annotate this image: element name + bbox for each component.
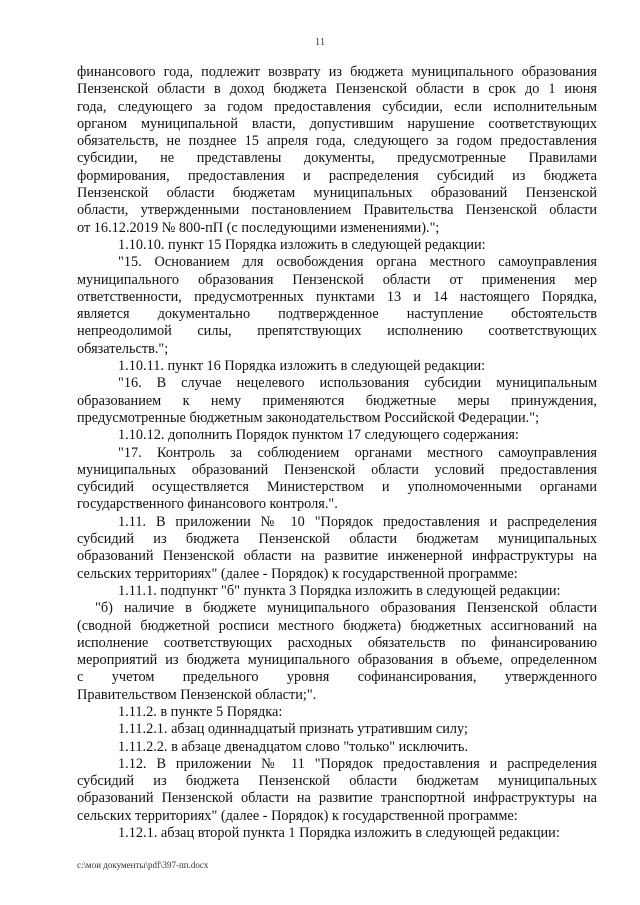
text-line: обязательств, не позднее 15 апреля года, следующего за годом предоставления bbox=[77, 133, 597, 150]
text-line: области, утвержденными постановлением Правительства Пензенской области bbox=[77, 202, 597, 219]
document-body bbox=[77, 64, 597, 842]
text-line: сельских территориях" (далее - Порядок) к государственной программе: bbox=[77, 565, 518, 582]
text-line: формирования, предоставления и распределения субсидий из бюджета bbox=[77, 167, 597, 184]
text-line: мероприятий из бюджета муниципального образования в объеме, определенном bbox=[77, 652, 597, 669]
text-line: (сводной бюджетной росписи местного бюджета) бюджетных ассигнований на bbox=[77, 617, 597, 634]
text-line: государственного финансового контроля.". bbox=[77, 496, 338, 513]
text-line: сельских территориях" (далее - Порядок) к государственной программе: bbox=[77, 807, 518, 824]
text-line: с учетом предельного уровня софинансирования, утвержденного bbox=[77, 669, 597, 686]
text-line: 1.11.1. подпункт "б" пункта 3 Порядка изложить в следующей редакции: bbox=[118, 582, 561, 599]
text-line: финансового года, подлежит возврату из бюджета муниципального образования bbox=[77, 64, 597, 80]
text-line: от 16.12.2019 № 800-пП (с последующими изменениями)."; bbox=[77, 219, 440, 236]
text-line: ответственности, предусмотренных пунктами 13 и 14 настоящего Порядка, bbox=[77, 288, 597, 305]
text-line: муниципального образования Пензенской области от применения мер bbox=[77, 271, 597, 288]
text-line: непреодолимой силы, препятствующих исполнению соответствующих bbox=[77, 323, 597, 340]
text-line: 1.12. В приложении № 11 "Порядок предоставления и распределения bbox=[118, 755, 597, 772]
text-line: субсидий осуществляется Министерством и уполномоченными органами bbox=[77, 479, 597, 496]
text-line: муниципальных образований Пензенской области условий предоставления bbox=[77, 461, 597, 478]
text-line: исполнение соответствующих расходных обязательств по финансированию bbox=[77, 634, 597, 651]
text-line: Правительством Пензенской области;". bbox=[77, 686, 317, 703]
text-line: 1.10.11. пункт 16 Порядка изложить в следующей редакции: bbox=[118, 358, 486, 375]
text-line: "б) наличие в бюджете муниципального образования Пензенской области bbox=[95, 600, 597, 617]
text-line: образованием к нему применяются бюджетные меры принуждения, bbox=[77, 392, 597, 409]
text-line: субсидий из бюджета Пензенской области бюджетам муниципальных bbox=[77, 773, 597, 790]
text-line: "17. Контроль за соблюдением органами местного самоуправления bbox=[118, 444, 597, 461]
text-line: "16. В случае нецелевого использования субсидии муниципальным bbox=[118, 375, 597, 392]
text-line: обязательств."; bbox=[77, 340, 169, 357]
text-line: Пензенской области в доход бюджета Пензенской области в срок до 1 июня bbox=[77, 81, 597, 98]
text-line: образований Пензенской области на развитие инженерной инфраструктуры на bbox=[77, 548, 597, 565]
text-line: 1.11.2.2. в абзаце двенадцатом слово "только" исключить. bbox=[118, 738, 469, 755]
text-line: 1.10.12. дополнить Порядок пунктом 17 следующего содержания: bbox=[118, 427, 519, 444]
text-line: 1.12.1. абзац второй пункта 1 Порядка изложить в следующей редакции: bbox=[118, 825, 560, 842]
text-line: предусмотренные бюджетным законодательством Российской Федерации."; bbox=[77, 409, 540, 426]
text-line: 1.11.2.1. абзац одиннадцатый признать утратившим силу; bbox=[118, 721, 468, 738]
text-line: 1.11.2. в пункте 5 Порядка: bbox=[118, 703, 283, 720]
text-line: субсидий из бюджета Пензенской области бюджетам муниципальных bbox=[77, 531, 597, 548]
text-line: Пензенской области бюджетам муниципальных образований Пензенской bbox=[77, 185, 597, 202]
text-line: является документально подтвержденное наступление обстоятельств bbox=[77, 306, 597, 323]
text-line: образований Пензенской области на развитие транспортной инфраструктуры на bbox=[77, 790, 597, 807]
page-number: 11 bbox=[314, 36, 326, 48]
footer-file-path: c:\мои документы\pdf\397-пп.docx bbox=[77, 860, 209, 870]
text-line: года, следующего за годом предоставления субсидии, если исполнительным bbox=[77, 98, 597, 115]
text-line: субсидии, не представлены документы, предусмотренные Правилами bbox=[77, 150, 597, 167]
text-line: "15. Основанием для освобождения органа местного самоуправления bbox=[118, 254, 597, 271]
text-line: органом муниципальной власти, допустившим нарушение соответствующих bbox=[77, 115, 597, 132]
text-line: 1.10.10. пункт 15 Порядка изложить в следующей редакции: bbox=[118, 236, 486, 253]
text-line: 1.11. В приложении № 10 "Порядок предоставления и распределения bbox=[118, 513, 597, 530]
